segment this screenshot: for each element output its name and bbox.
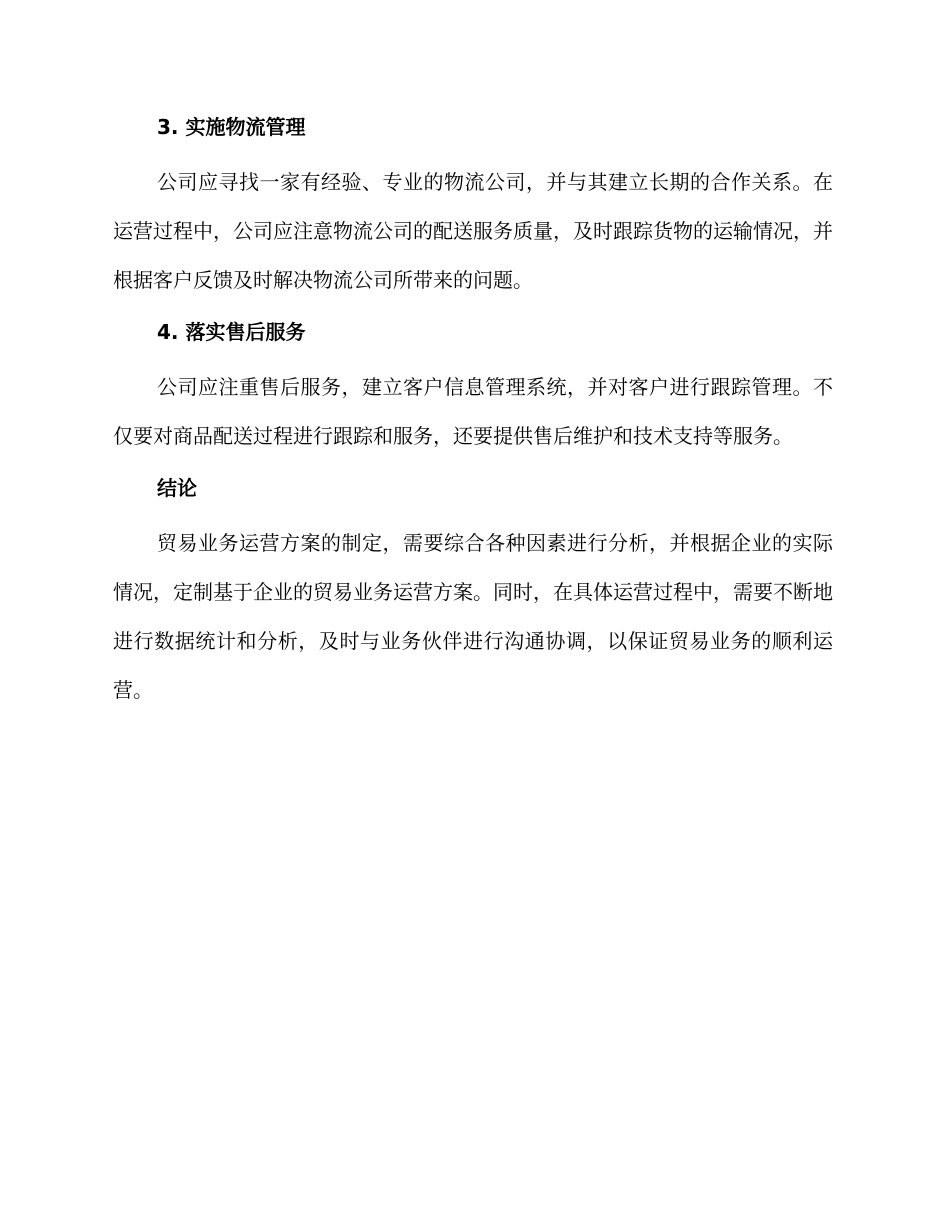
section-paragraph-logistics: 公司应寻找一家有经验、专业的物流公司，并与其建立长期的合作关系。在运营过程中，公司应注意物流公司的配送服务质量，及时跟踪货物的运输情况，并根据客户反馈及时解决物流公司所带来的问题。	[113, 170, 833, 292]
section-paragraph-after-sales: 公司应注重售后服务，建立客户信息管理系统，并对客户进行跟踪管理。不仅要对商品配送过程进行跟踪和服务，还要提供售后维护和技术支持等服务。	[113, 375, 833, 448]
document-body	[113, 112, 833, 715]
section-heading-logistics: 3. 实施物流管理	[157, 115, 306, 139]
section-paragraph-conclusion: 贸易业务运营方案的制定，需要综合各种因素进行分析，并根据企业的实际情况，定制基于企业的贸易业务运营方案。同时，在具体运营过程中，需要不断地进行数据统计和分析，及时与业务伙伴进行沟通协调，以保证贸易业务的顺利运营。	[113, 531, 833, 702]
section-heading-after-sales: 4. 落实售后服务	[157, 320, 306, 344]
section-heading-conclusion: 结论	[157, 476, 197, 500]
